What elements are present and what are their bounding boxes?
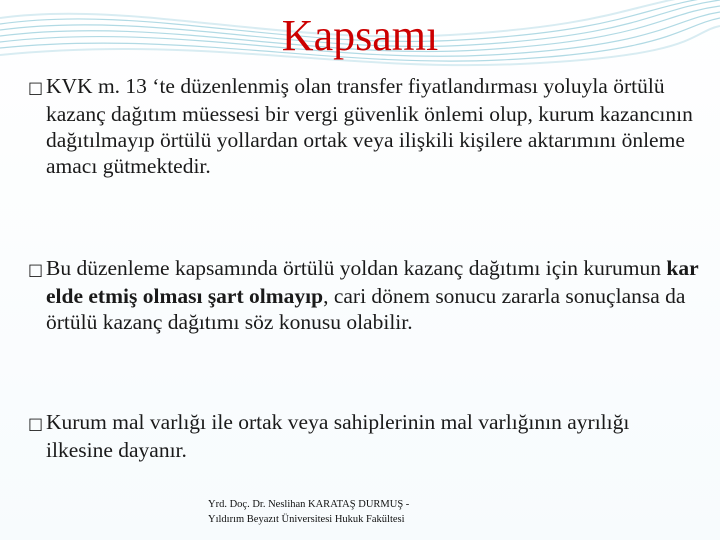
paragraph-2 — [28, 255, 700, 335]
paragraph-2-text-after: , cari dönem sonucu zararla sonuçlansa da örtülü kazanç dağıtımı söz konusu olabilir. — [46, 284, 686, 334]
paragraph-3 — [28, 409, 700, 463]
bullet-icon: □ — [28, 414, 44, 433]
bullet-icon: □ — [28, 260, 44, 279]
page-title: Kapsamı — [281, 11, 439, 60]
footer-institution-line: Yıldırım Beyazıt Üniversitesi Hukuk Fakültesi — [208, 514, 405, 525]
paragraph-2-text-before: Bu düzenleme kapsamında örtülü yoldan kazanç dağıtımı için kurumun — [46, 256, 667, 280]
footer-author-line: Yrd. Doç. Dr. Neslihan KARATAŞ DURMUŞ - — [208, 499, 410, 510]
paragraph-1 — [28, 73, 700, 179]
paragraph-1-text: KVK m. 13 ‘te düzenlenmiş olan transfer fiyatlandırması yoluyla örtülü kazanç dağıtım müessesi bir vergi güvenlik önlemi olup, kurum kazancının dağıtılmayıp örtülü yollardan ortak veya ilişkili kişilere aktarımını önleme amacı gütmektedir. — [46, 74, 693, 178]
paragraph-2-bold-text: kar elde etmiş olması şart olmayıp — [46, 256, 699, 308]
paragraph-3-text: Kurum mal varlığı ile ortak veya sahiplerinin mal varlığının ayrılığı ilkesine dayanır. — [46, 410, 630, 462]
bullet-icon: □ — [28, 78, 44, 97]
author-footer — [208, 497, 409, 527]
